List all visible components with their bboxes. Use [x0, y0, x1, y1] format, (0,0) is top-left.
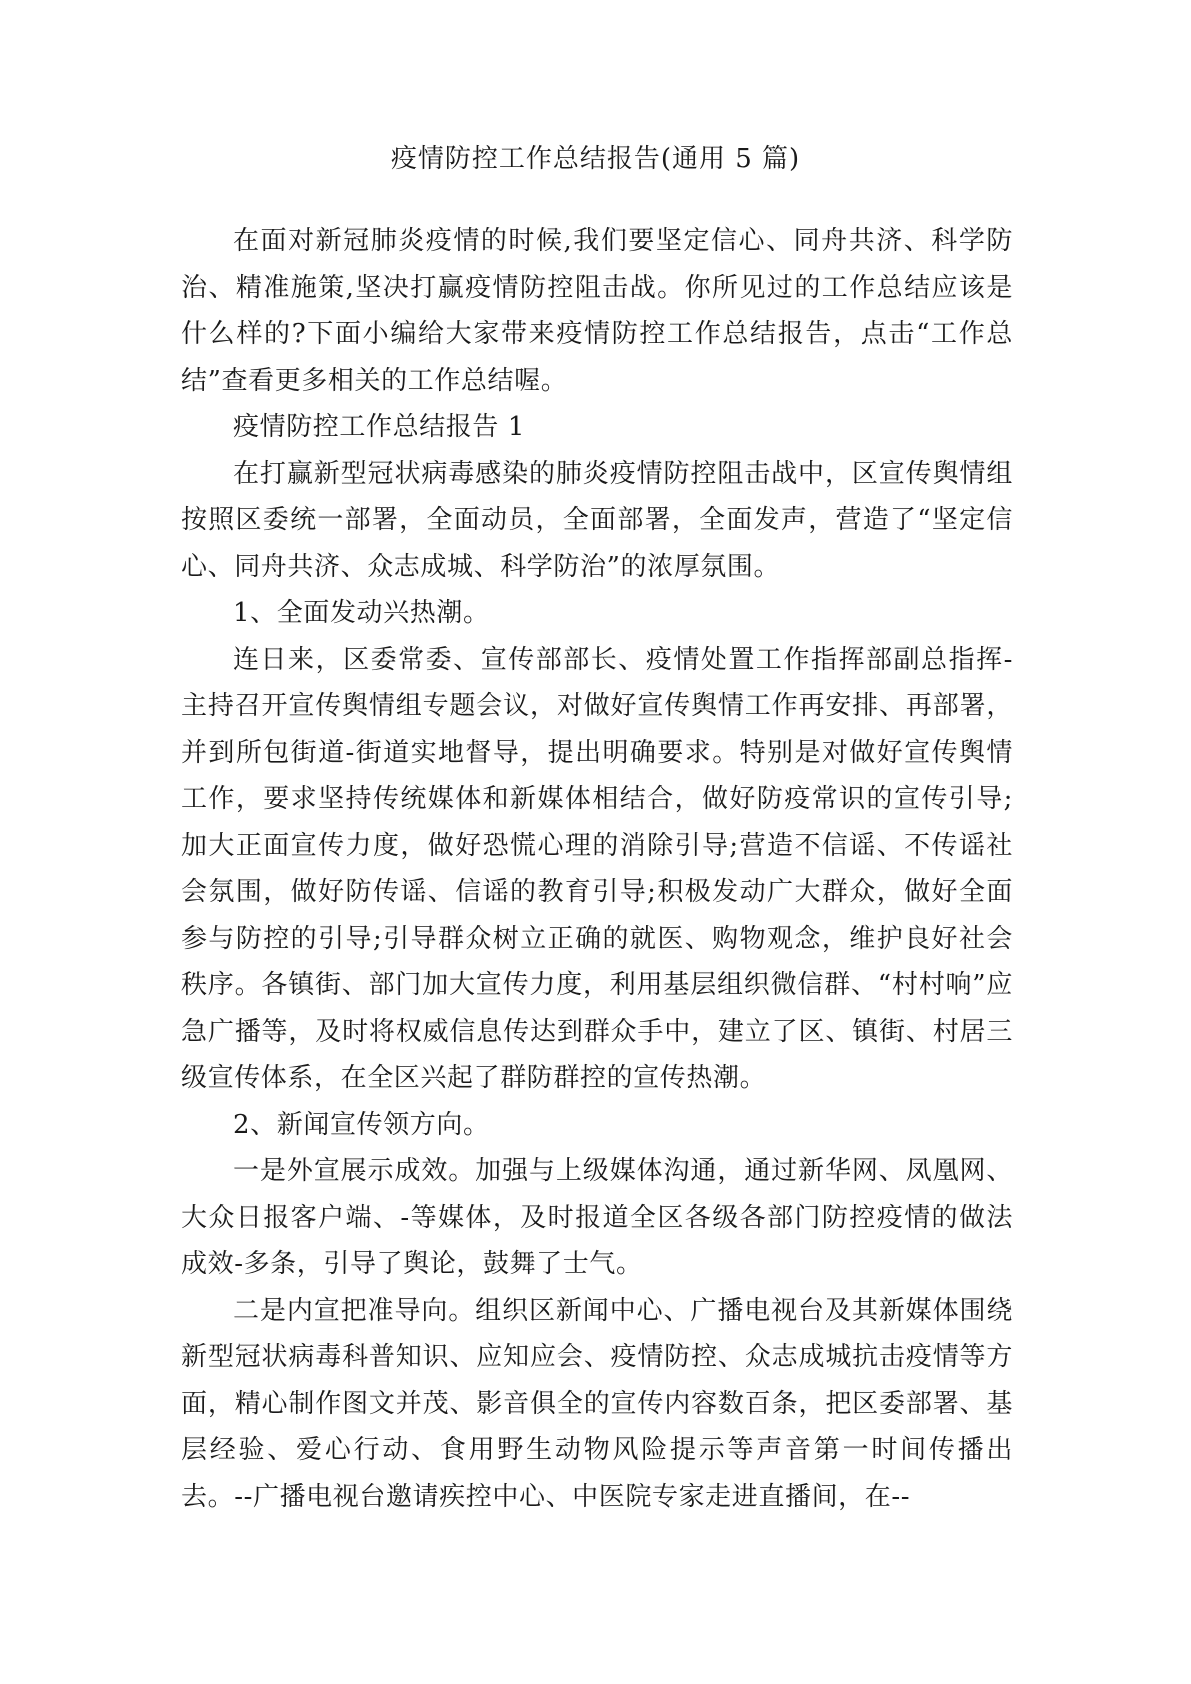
- document-title: 疫情防控工作总结报告(通用 5 篇): [390, 144, 801, 174]
- subheading-1: 1、全面发动兴热潮。: [233, 598, 490, 628]
- body-paragraph: 一是外宣展示成效。加强与上级媒体沟通，通过新华网、凤凰网、大众日报客户端、-等媒体，及时报道全区各级各部门防控疫情的做法成效-多条，引导了舆论，鼓舞了士气。: [181, 1156, 1013, 1279]
- intro-paragraph: 在面对新冠肺炎疫情的时候,我们要坚定信心、同舟共济、科学防治、精准施策,坚决打赢疫情防控阻击战。你所见过的工作总结应该是什么样的?下面小编给大家带来疫情防控工作总结报告，点击“工作总结”查看更多相关的工作总结喔。: [181, 226, 1013, 396]
- body-paragraph: 二是内宣把准导向。组织区新闻中心、广播电视台及其新媒体围绕新型冠状病毒科普知识、应知应会、疫情防控、众志成城抗击疫情等方面，精心制作图文并茂、影音俱全的宣传内容数百条，把区委部署、基层经验、爱心行动、食用野生动物风险提示等声音第一时间传播出去。--广播电视台邀请疾控中心、中医院专家走进直播间，在--: [181, 1295, 1013, 1512]
- body-paragraph: 连日来，区委常委、宣传部部长、疫情处置工作指挥部副总指挥-主持召开宣传舆情组专题会议，对做好宣传舆情工作再安排、再部署，并到所包街道-街道实地督导，提出明确要求。特别是对做好宣传舆情工作，要求坚持传统媒体和新媒体相结合，做好防疫常识的宣传引导;加大正面宣传力度，做好恐慌心理的消除引导;营造不信谣、不传谣社会氛围，做好防传谣、信谣的教育引导;积极发动广大群众，做好全面参与防控的引导;引导群众树立正确的就医、购物观念，维护良好社会秩序。各镇街、部门加大宣传力度，利用基层组织微信群、“村村响”应急广播等，及时将权威信息传达到群众手中，建立了区、镇街、村居三级宣传体系，在全区兴起了群防群控的宣传热潮。: [181, 644, 1013, 1093]
- body-paragraph: 在打赢新型冠状病毒感染的肺炎疫情防控阻击战中，区宣传舆情组按照区委统一部署，全面动员，全面部署，全面发声，营造了“坚定信心、同舟共济、众志成城、科学防治”的浓厚氛围。: [181, 458, 1013, 582]
- subheading-2: 2、新闻宣传领方向。: [233, 1109, 490, 1140]
- section-heading-report-1: 疫情防控工作总结报告 1: [233, 412, 526, 442]
- document-body: [181, 218, 1013, 1520]
